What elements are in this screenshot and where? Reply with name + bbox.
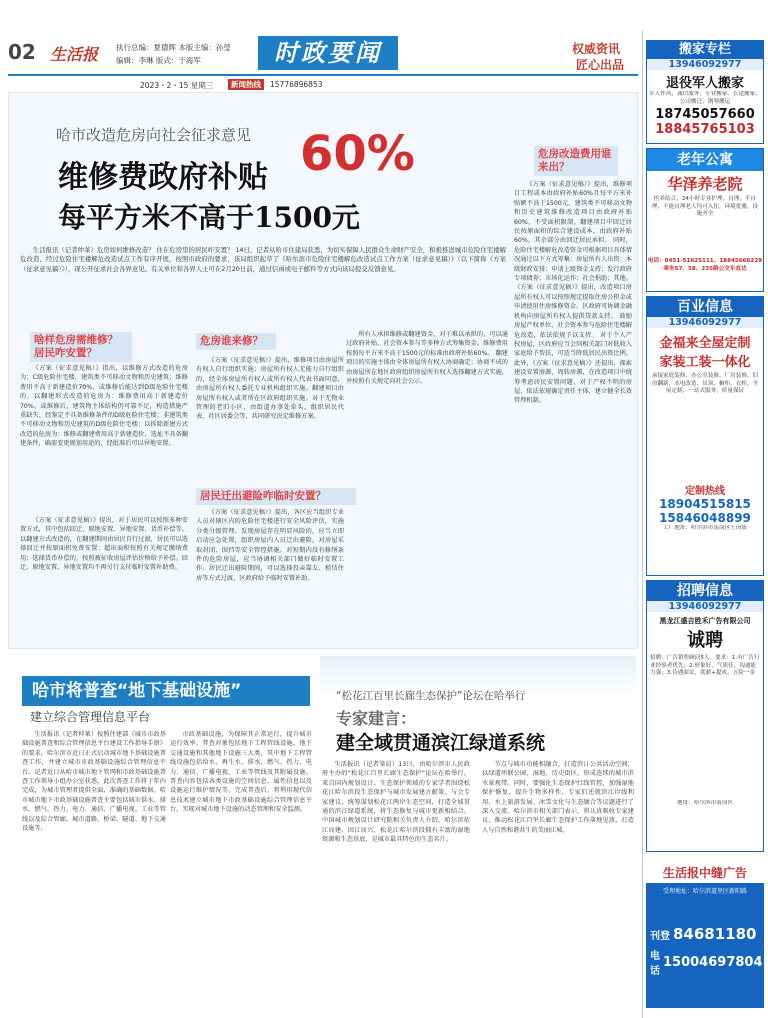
ad-business-title: 百业信息: [647, 297, 763, 317]
ad-business: [646, 296, 764, 576]
subhead-4: 危房改造费用谁来出？: [534, 146, 618, 176]
section-title: 时政要闻: [258, 36, 398, 70]
header-rule: [8, 74, 638, 76]
subhead-2: 危房谁来修？: [196, 333, 276, 350]
ad-classified: [646, 858, 764, 1008]
ad-classified-phone-1: 84681180: [673, 925, 757, 943]
article3-col1: 生活报讯（记者梁晨）13日，由哈尔滨市人民政府主办的“松花江百里长廊生态保护”论坛在哈举行。来自国内规划设计、生态保护领域的专家学者围绕松花江哈尔滨段生态保护与城市发展建言献策。与会专家建议，统筹谋划松花江两岸生态空间，打造全域贯通的滨江绿道系统，将生态修复与城市更新相结合。中国城市规划设计研究院相关负责人介绍，哈尔滨依江而建、因江而兴，松花江哈尔滨段拥有丰富的湿地资源和生态基底，是城市最具特色的生态名片。: [322, 761, 470, 844]
ad-moving-phone-1: 18745057660: [655, 107, 755, 122]
lead-kicker: 哈市改造危房向社会征求意见: [56, 126, 252, 144]
ad-business-phone-1: 18904515815: [659, 497, 751, 511]
ad-senior-title: 老年公寓: [647, 149, 763, 171]
ad-classified-desc: 受理地址：哈尔滨道里区新阳路: [662, 888, 747, 895]
staff-line-1: 执行总编：夏德辉 本版主编：孙瑩: [116, 43, 231, 52]
lead-percent: 60%: [300, 126, 415, 182]
article2-title: 哈市将普查“地下基础设施”: [22, 676, 310, 706]
ad-jobs-company: 黑龙江盛吉胜禾广告有限公司: [659, 617, 751, 625]
ad-business-name-1: 金福来全屋定制: [659, 336, 751, 351]
ad-moving-phone-top: 13946092977: [647, 59, 763, 70]
ad-moving-name: 退役军人搬家: [665, 76, 744, 91]
ad-classified-title: 生活报中缝广告: [646, 858, 764, 883]
ad-senior-name: 华泽养老院: [667, 175, 743, 193]
ad-business-name-2: 家装工装一体化: [659, 355, 751, 370]
ad-business-label: 定制热线: [685, 486, 725, 497]
lead-col4: 《方案（征求意见稿）》提出，维修项目工程或本由政府补贴60%且每平方米补贴额不高于1500元，建筑类不可移动文物和历史建筑维修改造项目由政府补贴60%，不受面积限制。翻建项目中回迁居民按原面积的综合建设成本，由政府补贴60%，其余部分由回迁居民承担。 同时，危险住宅楼解危改造资金可根据项目具体情况通过以下方式筹集：房屋所有人出资；本级财政安排；申请上级资金支持；发行政府专项债券；市场化运作；社会捐助；其他。 《方案（征求意见稿）》提出，改造项目房屋所有权人可以按照规定提取住房公积金或申请使用住房维修资金，区政府可协调金融机构向房屋所有权人提供贷款支持。 鼓励房屋产权单位、社会资本参与危险住宅楼解危改造，依法依规予以支持。 对于个人产权房屋，区政府应当会同相关部门对低收入家庭给予帮扶，可适当降低居民出资比例。 此外，《方案（征求意见稿）》还提出，探索建设安置房源、周转房源，在改造项目中统筹考虑居民安置问题，对于产权不明的房屋，依法依规确定责任主体，建立健全长效管理机制。: [514, 181, 632, 405]
staff-line-2: 编辑：李琳 版式：于海军: [116, 56, 201, 65]
slogan-1: 权威资讯: [572, 42, 621, 56]
lead-intro: 生活报讯（记者仲莱）危房如何维修改造？ 住在危房里的居民咋安置？ 14日，记者从哈市住建局获悉，为切实保障人民群众生命财产安全，积极推进城市危险住宅楼解危改造，经过危险住宅楼解危改造试点工作有序开展，按照市政府的要求，该局组织起草了《哈尔滨市危险住宅楼解危改造试点工作方案（征求意见稿）》（以下简称《方案（征求意见稿）》），现公开征求社会各界意见。有关单位和各界人士可在2月20日前，通过信函或电子邮件等方式向该局提交反馈意见。: [20, 246, 506, 273]
ad-business-phone-2: 15846048899: [659, 511, 751, 525]
ad-classified-phone-2: 15004697804: [663, 954, 763, 970]
article3-title-1: 专家建言：: [336, 709, 417, 728]
article2-subtitle: 建立综合管理信息平台: [30, 710, 151, 724]
ad-classified-row-2: [646, 945, 764, 979]
lead-col1: 《方案（征求意见稿）》指出，以维修方式改造的危房为：C级危险住宅楼，建筑类不可移动文物和历史建筑；维修费用不高于新建造价70%，或维修后能达到D级危险住宅楼的，以翻建形式改造的危房为：维修费用高于新建造价70%，或维修后，建筑物主体结构仍可靠不足，构造措施严重缺失，经鉴定不具备维修条件的D级危险住宅楼；非建筑类不可移动文物和历史建筑的D级危险住宅楼；以拆除新建方式改造的危房为：维修或翻建费用高于新建造价，选址不具备翻建条件，确需变更规划用途的，经批准后可以异地安置。: [20, 365, 188, 448]
ad-moving: [646, 40, 764, 144]
ads-divider: [642, 30, 643, 1018]
lead-col2: 《方案（征求意见稿）》提出，维修项目由房屋所有权人自行组织实施；房屋所有权人无能力自行组织的，经全体房屋所有权人或所有权人代表书面同意，由房屋所有权人委托专业机构组织实施。翻建项目由房屋所有权人或者所在区政府组织实施。对于无物业管理的老旧小区，由街道办事处牵头，组织居民代表、社区居委会等，共同研究决定维修方案。: [196, 357, 344, 421]
article3-col2: 节点与城市功能相融合，打造滨江公共活动空间，以绿道串联公园、湿地、历史街区，形成连续的城市滨水景观带。同时，要强化生态保护红线管控，加强湿地保护修复，提升生物多样性。专家们还就滨江岸线利用、水上旅游发展、冰雪文化与生态融合等议题进行了深入交流。哈尔滨市相关部门表示，将认真吸收专家建议，推动松花江百里长廊生态保护工作落地见效，打造人与自然和谐共生的美丽江城。: [482, 761, 634, 834]
ad-moving-phone-2: 18845765103: [655, 122, 755, 137]
article2-col1: 生活报讯（记者仲莱）按照住建部《城市市政基础设施普查和综合管理信息平台建设工作指导手册》的要求，哈尔滨市近日正式启动城市地下基础设施普查工作，并建立城市市政基础设施综合管理信息平台。记者近日从哈市城市地下管网和市政基础设施普查工作领导小组办公室获悉，此次普查工作将于年内完成，为城市管理者提供全面、准确的基础数据。哈市城市地下市政基础设施普查主要包括城市供水、排水、燃气、热力、电力、通信、广播电视、工业等管线以及综合管廊、城市道路、桥梁、隧道、地下交通设施等。: [22, 731, 166, 833]
subhead-1: 啥样危房需维修？居民咋安置？: [30, 332, 132, 362]
ad-business-addr: 工厂地址：哈尔滨市南岗区王岗镇: [663, 525, 747, 531]
ad-moving-title: 搬家专栏: [647, 41, 763, 59]
lead-headline-2: 每平方米不高于1500元: [58, 201, 360, 234]
hotline-label: 新闻热线: [228, 79, 264, 90]
ad-classified-row-1: [646, 923, 764, 945]
ad-jobs-phone-top: 13946092977: [647, 601, 763, 612]
ad-classified-label-2: 电话: [650, 951, 660, 977]
lead-headline-1: 维修费政府补贴: [58, 160, 268, 195]
article2-col2: 市政基础设施，为保障其正常运行，提升城市运行效率。普查对象包括地下工程管线设施、地下交通设施和其他地下设施三大类，其中地下工程管线设施包括给水、再生水、排水、燃气、热力、电力、通信、广播电视、工业等管线及其附属设施。普查内容包括各类设施的空间信息、属性信息以及设施运行维护情况等。完成普查后，将利用现代信息技术建立城市地下市政基础设施综合管理信息平台，实现对城市地下设施的动态管理和安全监测。: [170, 731, 312, 814]
article3-kicker: “松花江百里长廊生态保护”论坛在哈举行: [336, 690, 526, 702]
ad-jobs-name: 诚聘: [687, 630, 723, 651]
ad-business-desc: 承接家庭装修、办公室装修、厂房装修、旧房翻新，水电改造、吊顶、橱柜、衣柜、全屋定制，一站式服务，质量保证: [651, 373, 759, 395]
lead-col3: 所有人承担维修或翻建资金，对于难以承担的，可以通过政府补贴、社会资本参与等多种方式筹集资金。维修费用按照每平方米不高于1500元的标准由政府补贴60%。 翻建项目的实施主体由全体房屋所有权人协商确定；协商不成的由房屋所在地区政府组织房屋所有权人选择翻建方式实施，并按照有关规定向社会公示。: [346, 331, 508, 386]
paper-name: 生活报: [50, 45, 99, 64]
ad-senior-desc: 医养结合，24小时专业护理，自理、半自理、不能自理老人均可入住，环境优雅，设施齐全: [651, 196, 759, 218]
ad-moving-desc: 军人作风，诚信服务，专业搬家、长途搬家、公司搬迁、钢琴搬运: [649, 91, 761, 105]
slogan-2: 匠心出品: [576, 58, 625, 72]
ad-jobs-addr: 地址：哈尔滨市南岗区: [677, 800, 733, 806]
lead-col2b: 《方案（征求意见稿）》提出，各区应当组织专业人员对辖区内的危险住宅楼进行安全风险评估，实施分类分级管理。发现房屋存在明显风险的，应当立即启动应急处置，组织房屋内人员迁出避险，对房屋采取封闭、围挡等安全管控措施。对短期内没有修缮条件的危险房屋，应当协调相关部门做好临时安置工作。居民迁出避险期间，可以选择投亲靠友、租赁住房等方式过渡，区政府给予临时安置补助。: [196, 509, 344, 582]
date: 2023・2・15 星期三: [140, 81, 214, 90]
ad-business-phone-top: 13946092977: [647, 317, 763, 328]
lead-col1b: 《方案（征求意见稿）》提出，对于居民可以按照多种安置方式，其中包括回迁、原地安置、异地安置、货币补偿等。以翻建方式改造的，在翻建期间由居民自行过渡，居民可以选择回迁并按原面积免费安置；超出面积按照有关规定缴纳费用；选择货币补偿的，按照被征收房屋评估价格给予补偿。回迁、原地安置、异地安置均不再另行支付临时安置补助费。: [20, 517, 188, 572]
ad-senior-phone: 电话：0451-51625111、18845666229: [647, 258, 763, 264]
subhead-3: 居民迁出避险咋临时安置？: [196, 488, 356, 505]
ad-senior-addr: 乘坐57、58、235路公交车直达: [663, 265, 747, 272]
ad-jobs: [646, 580, 764, 852]
hotline-number: 15776896853: [270, 80, 323, 89]
ad-jobs-title: 招聘信息: [647, 581, 763, 601]
ad-jobs-desc: 招聘：广告销售顾问5人。要求：1.有广告行业经验者优先；2.形象好，气质佳，沟通能力强；3.待遇面议，底薪+提成，五险一金: [650, 655, 760, 677]
ad-senior: [646, 148, 764, 292]
article3-title-2: 建全域贯通滨江绿道系统: [336, 732, 546, 754]
page-number: 02: [8, 40, 36, 64]
ad-classified-label-1: 刊登: [650, 930, 670, 942]
